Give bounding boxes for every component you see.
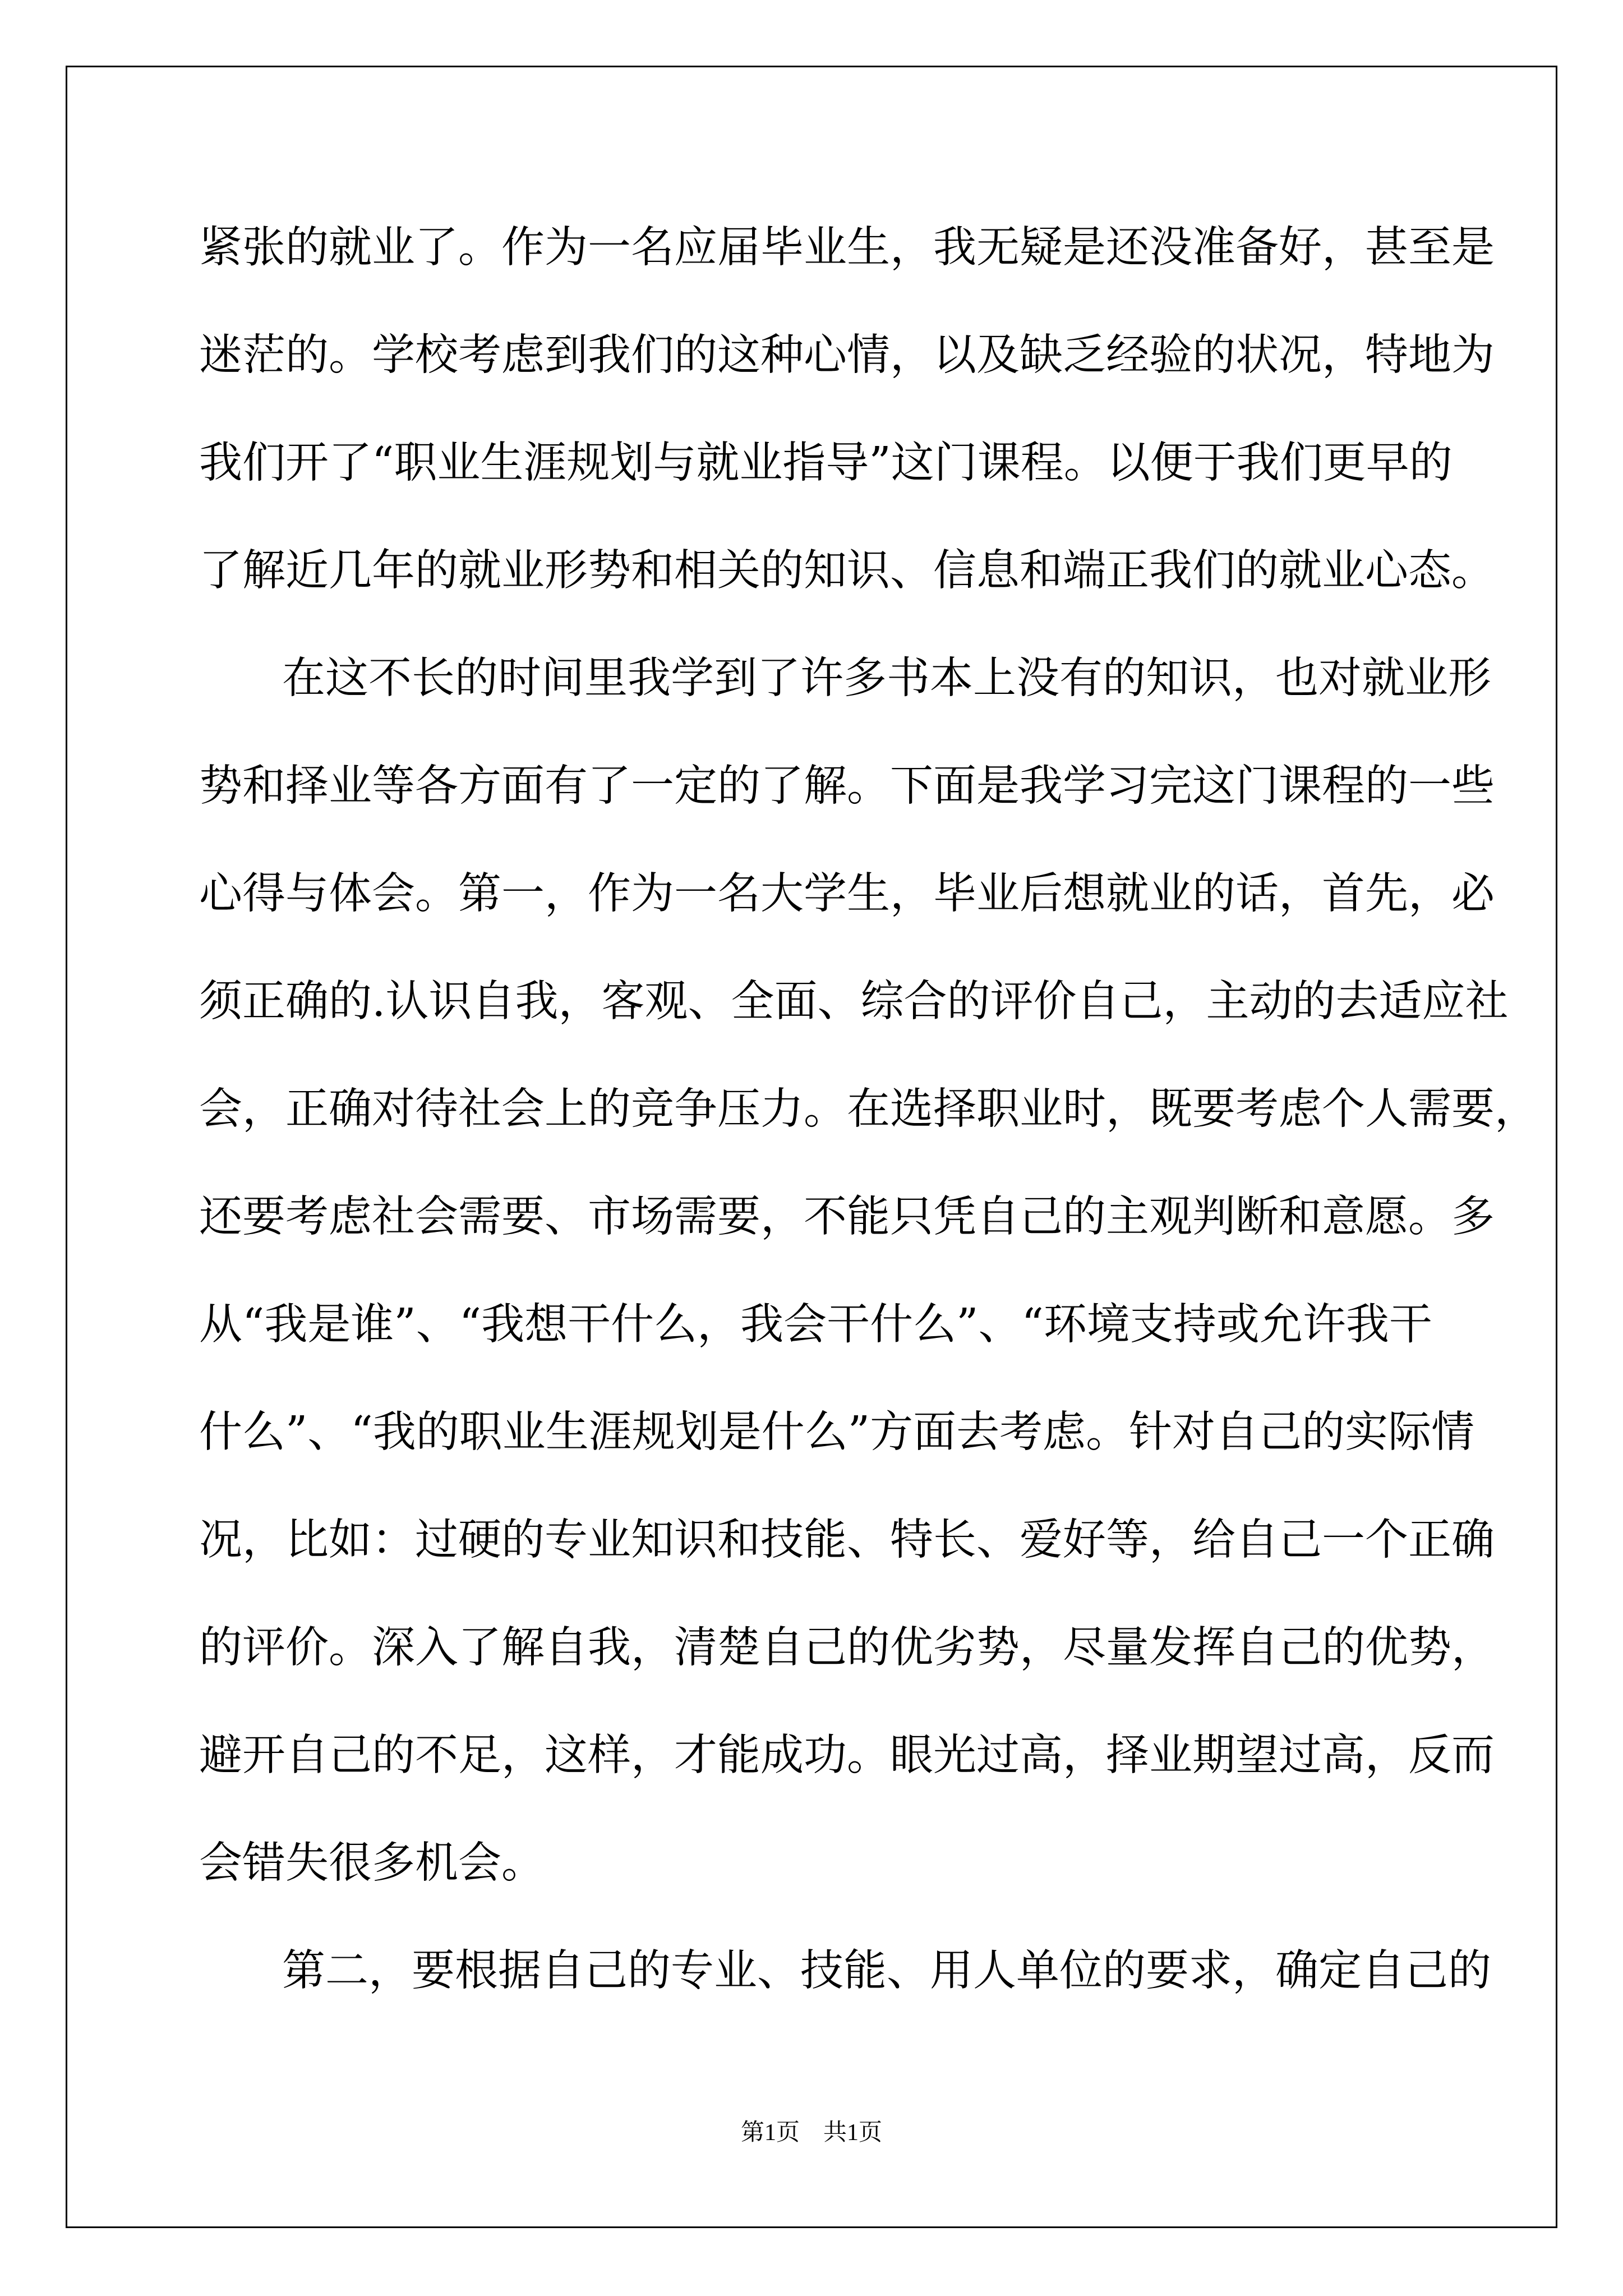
text-line: 会错失很多机会。 — [199, 1838, 545, 1888]
text-line: 什么”、“我的职业生涯规划是什么”方面去考虑。针对自己的实际情 — [199, 1407, 1475, 1457]
paragraph-start-line: 在这不长的时间里我学到了许多书本上没有的知识，也对就业形 — [282, 654, 1491, 703]
text-line: 还要考虑社会需要、市场需要，不能只凭自己的主观判断和意愿。多 — [199, 1192, 1495, 1242]
text-line: 的评价。深入了解自我，清楚自己的优劣势，尽量发挥自己的优势， — [199, 1623, 1495, 1673]
text-line: 迷茫的。学校考虑到我们的这种心情，以及缺乏经验的状况，特地为 — [199, 330, 1495, 380]
text-line: 须正确的.认识自我，客观、全面、综合的评价自己，主动的去适应社 — [199, 977, 1509, 1027]
text-line: 我们开了“职业生涯规划与就业指导”这门课程。以便于我们更早的 — [199, 438, 1453, 488]
page-border — [66, 66, 1557, 2228]
paragraph-start-line: 第二，要根据自己的专业、技能、用人单位的要求，确定自己的 — [282, 1946, 1491, 1996]
text-line: 况，比如：过硬的专业知识和技能、特长、爱好等，给自己一个正确 — [199, 1515, 1495, 1565]
text-line: 从“我是谁”、“我想干什么，我会干什么”、“环境支持或允许我干 — [199, 1300, 1432, 1350]
text-line: 避开自己的不足，这样，才能成功。眼光过高，择业期望过高，反而 — [199, 1731, 1495, 1780]
text-line: 会，正确对待社会上的竞争压力。在选择职业时，既要考虑个人需要， — [199, 1084, 1538, 1134]
text-line: 心得与体会。第一，作为一名大学生，毕业后想就业的话，首先，必 — [199, 869, 1495, 919]
page-footer: 第1页 共1页 — [740, 2120, 882, 2146]
text-line: 势和择业等各方面有了一定的了解。下面是我学习完这门课程的一些 — [199, 761, 1495, 811]
text-line: 了解近几年的就业形势和相关的知识、信息和端正我们的就业心态。 — [199, 546, 1495, 596]
text-line: 紧张的就业了。作为一名应届毕业生，我无疑是还没准备好，甚至是 — [199, 223, 1495, 273]
